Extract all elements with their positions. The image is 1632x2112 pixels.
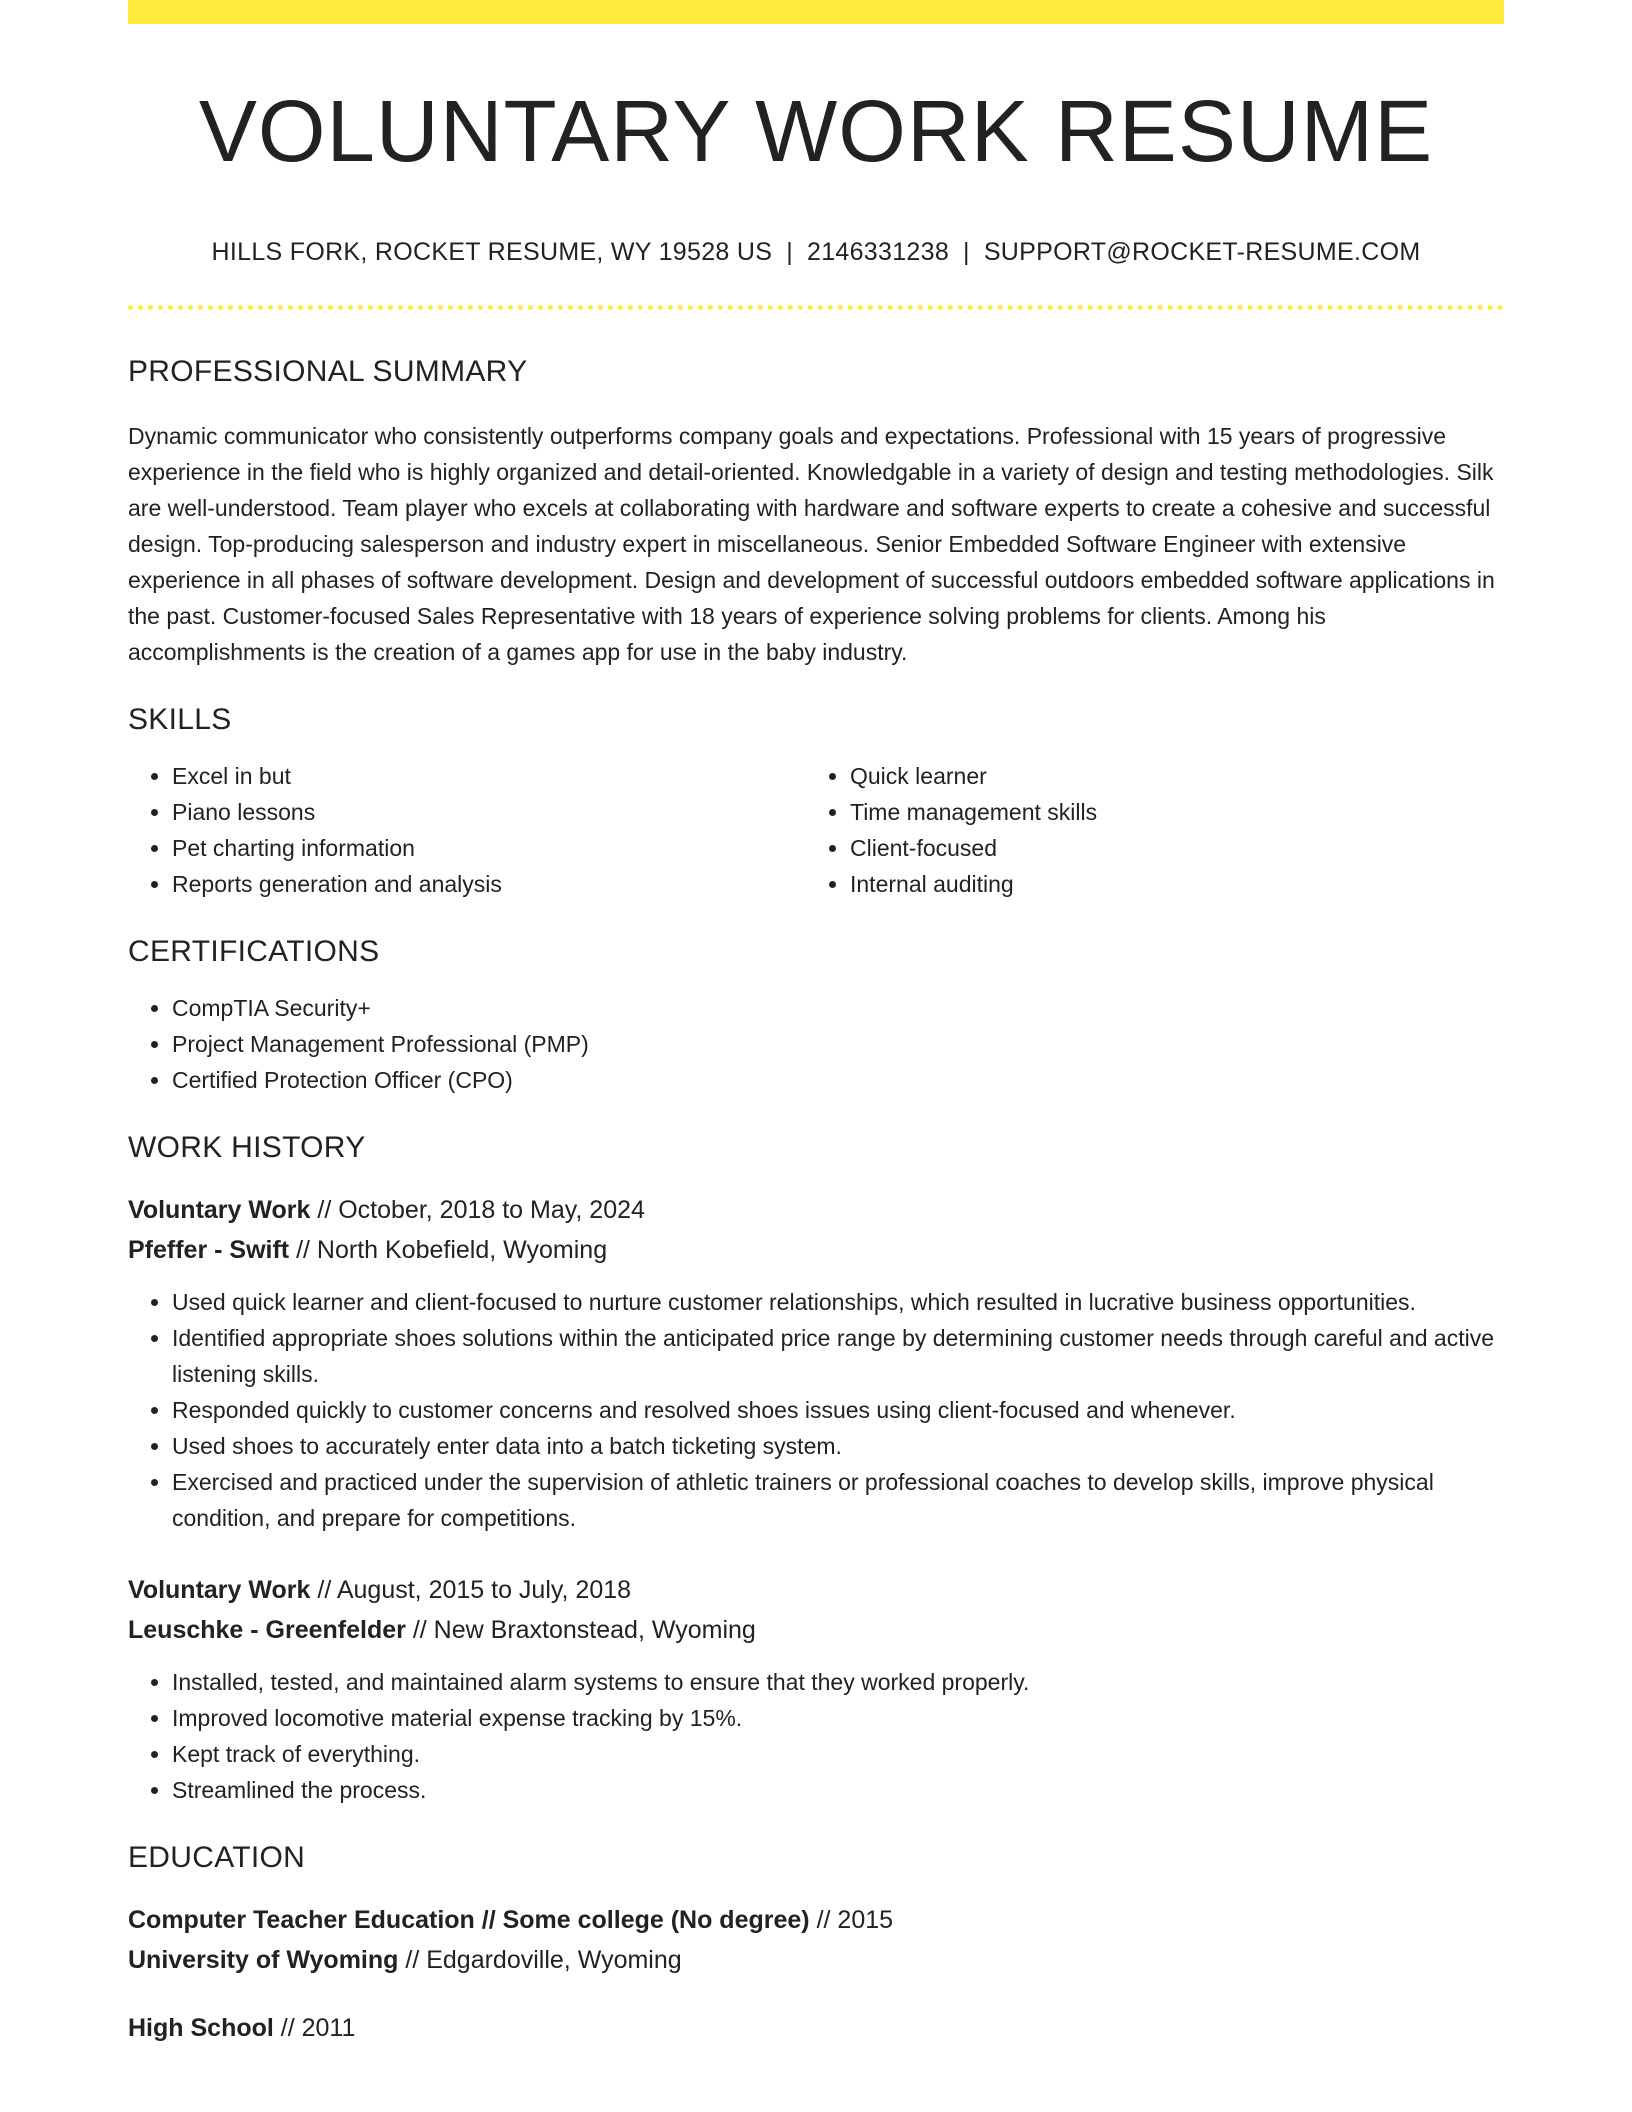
certification-item: • Project Management Professional (PMP) xyxy=(172,1026,1504,1062)
job-bullet: • Used shoes to accurately enter data into a batch ticketing system. xyxy=(172,1428,1504,1464)
job-dates: // August, 2015 to July, 2018 xyxy=(317,1575,632,1604)
summary-text: Dynamic communicator who consistently outperforms company goals and expectations. Professional with 15 years of progressive experience in the field who is highly organized and detail-oriented. Knowledgable in a variety of design and testing methodologies. Silk are well-understood. Team player who excels at collaborating with hardware and software experts to create a cohesive and successful design. Top-producing salesperson and industry expert in miscellaneous. Senior Embedded Software Engineer with extensive experience in all phases of software development. Design and development of successful outdoors embedded software applications in the past. Customer-focused Sales Representative with 18 years of experience solving problems for clients. Among his accomplishments is the creation of a games app for use in the baby industry. xyxy=(128,422,1495,665)
skills-list-left xyxy=(128,758,806,902)
job-bullet: • Responded quickly to customer concerns and resolved shoes issues using client-focused and whenever. xyxy=(172,1392,1504,1428)
skills-grid xyxy=(128,738,1504,902)
section-heading-work-history: WORK HISTORY xyxy=(128,1130,366,1164)
skill-item: • Pet charting information xyxy=(172,830,806,866)
skill-item: • Reports generation and analysis xyxy=(172,866,806,902)
contact-phone: 2146331238 xyxy=(806,237,950,266)
education-entry xyxy=(128,1900,1504,1980)
education-section xyxy=(128,1840,1504,2048)
education-degree: Computer Teacher Education // Some college (No degree) xyxy=(128,1905,810,1934)
job-title: Voluntary Work xyxy=(128,1195,311,1224)
education-school-line xyxy=(128,1940,1504,1980)
summary-section xyxy=(128,354,1504,670)
job-title-line xyxy=(128,1570,1504,1610)
job-title-line xyxy=(128,1190,1504,1230)
section-heading-skills: SKILLS xyxy=(128,702,232,736)
education-year: // 2011 xyxy=(280,2013,356,2042)
skill-item: • Quick learner xyxy=(850,758,1484,794)
education-degree: High School xyxy=(128,2013,274,2042)
job-bullet: • Streamlined the process. xyxy=(172,1772,1504,1808)
job-bullet: • Used quick learner and client-focused to nurture customer relationships, which resulted in lucrative business opportunities. xyxy=(172,1284,1504,1320)
skill-item: • Excel in but xyxy=(172,758,806,794)
job-dates: // October, 2018 to May, 2024 xyxy=(317,1195,645,1224)
section-heading-certifications: CERTIFICATIONS xyxy=(128,934,380,968)
job-location: // North Kobefield, Wyoming xyxy=(296,1235,608,1264)
work-history-section xyxy=(128,1130,1504,1808)
contact-line xyxy=(128,238,1504,267)
education-entry xyxy=(128,2008,1504,2048)
education-school: University of Wyoming xyxy=(128,1945,399,1974)
accent-bar xyxy=(128,0,1504,24)
job-entry xyxy=(128,1190,1504,1536)
job-company-line xyxy=(128,1230,1504,1270)
contact-email[interactable]: SUPPORT@ROCKET-RESUME.COM xyxy=(983,237,1421,266)
skills-section xyxy=(128,702,1504,902)
contact-address: HILLS FORK, ROCKET RESUME, WY 19528 US xyxy=(211,237,773,266)
section-heading-summary: PROFESSIONAL SUMMARY xyxy=(128,354,528,388)
job-bullet: • Improved locomotive material expense tracking by 15%. xyxy=(172,1700,1504,1736)
job-company-line xyxy=(128,1610,1504,1650)
certifications-section xyxy=(128,934,1504,1098)
certification-item: • Certified Protection Officer (CPO) xyxy=(172,1062,1504,1098)
skill-item: • Piano lessons xyxy=(172,794,806,830)
job-bullet: • Installed, tested, and maintained alarm systems to ensure that they worked properly. xyxy=(172,1664,1504,1700)
certification-item: • CompTIA Security+ xyxy=(172,990,1504,1026)
job-bullet: • Identified appropriate shoes solutions within the anticipated price range by determining customer needs through careful and active listening skills. xyxy=(172,1320,1504,1392)
job-entry xyxy=(128,1570,1504,1808)
certifications-list xyxy=(128,990,1504,1098)
dotted-divider xyxy=(128,305,1504,310)
job-bullet: • Exercised and practiced under the supervision of athletic trainers or professional coaches to develop skills, improve physical condition, and prepare for competitions. xyxy=(172,1464,1504,1536)
section-heading-education: EDUCATION xyxy=(128,1840,306,1874)
resume-page xyxy=(128,0,1504,2048)
education-location: // Edgardoville, Wyoming xyxy=(405,1945,682,1974)
job-company: Pfeffer - Swift xyxy=(128,1235,290,1264)
job-company: Leuschke - Greenfelder xyxy=(128,1615,406,1644)
job-bullet: • Kept track of everything. xyxy=(172,1736,1504,1772)
skills-list-right xyxy=(806,758,1484,902)
contact-separator: | xyxy=(963,237,970,266)
job-title: Voluntary Work xyxy=(128,1575,311,1604)
skill-item: • Client-focused xyxy=(850,830,1484,866)
education-degree-line xyxy=(128,2008,1504,2048)
job-location: // New Braxtonstead, Wyoming xyxy=(412,1615,756,1644)
skill-item: • Internal auditing xyxy=(850,866,1484,902)
job-bullets xyxy=(128,1284,1504,1536)
resume-title: VOLUNTARY WORK RESUME xyxy=(198,83,1434,180)
contact-separator: | xyxy=(786,237,793,266)
education-degree-line xyxy=(128,1900,1504,1940)
job-bullets xyxy=(128,1664,1504,1808)
education-year: // 2015 xyxy=(816,1905,894,1934)
skill-item: • Time management skills xyxy=(850,794,1484,830)
